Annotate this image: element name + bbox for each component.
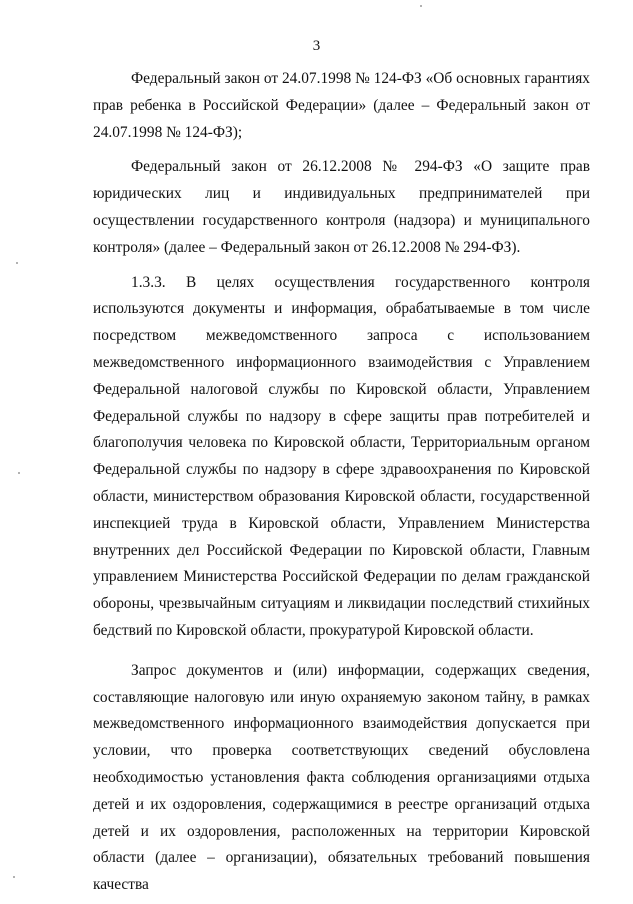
paragraph-law-124fz: Федеральный закон от 24.07.1998 № 124-ФЗ «Об основных гарантиях прав ребенка в Российской Федерации» (далее – Федеральный закон от 24.07.1998 № 124-ФЗ); <box>93 70 590 141</box>
paragraph-request-documents: Запрос документов и (или) информации, содержащих сведения, составляющие налоговую или иную охраняемую законом тайну, в рамках межведомственного информационного взаимодействия допускается при условии, что проверка соответствующих сведений обусловлена необходимостью установления факта соблюдения организациями отдыха детей и их оздоровления, содержащимися в реестре организаций отдыха детей и их оздоровления, расположенных на территории Кировской области (далее – организации), обязательных требований повышения качества <box>93 661 590 894</box>
scan-speck <box>16 262 18 264</box>
scan-speck <box>13 876 15 878</box>
page-number: 3 <box>312 38 321 54</box>
scan-speck <box>18 472 20 474</box>
paragraph-law-294fz: Федеральный закон от 26.12.2008 № 294-ФЗ «О защите прав юридических лиц и индивидуальных предпринимателей при осуществлении государственного контроля (надзора) и муниципального контроля» (далее – Федеральный закон от 26.12.2008 № 294-ФЗ). <box>93 158 590 256</box>
paragraph-1-3-3: 1.3.3. В целях осуществления государственного контроля используются документы и информация, обрабатываемые в том числе посредством межведомственного запроса с использованием межведомственного информационного взаимодействия с Управлением Федеральной налоговой службы по Кировской области, Управлением Федеральной службы по надзору в сфере защиты прав потребителей и благополучия человека по Кировской области, Территориальным органом Федеральной службы по надзору в сфере здравоохранения по Кировской области, министерством образования Кировской области, государственной инспекцией труда в Кировской области, Управлением Министерства внутренних дел Российской Федерации по Кировской области, Главным управлением Министерства Российской Федерации по делам гражданской обороны, чрезвычайным ситуациям и ликвидации последствий стихийных бедствий по Кировской области, прокуратурой Кировской области. <box>93 273 590 639</box>
document-body <box>93 66 590 899</box>
scan-speck <box>420 5 422 7</box>
